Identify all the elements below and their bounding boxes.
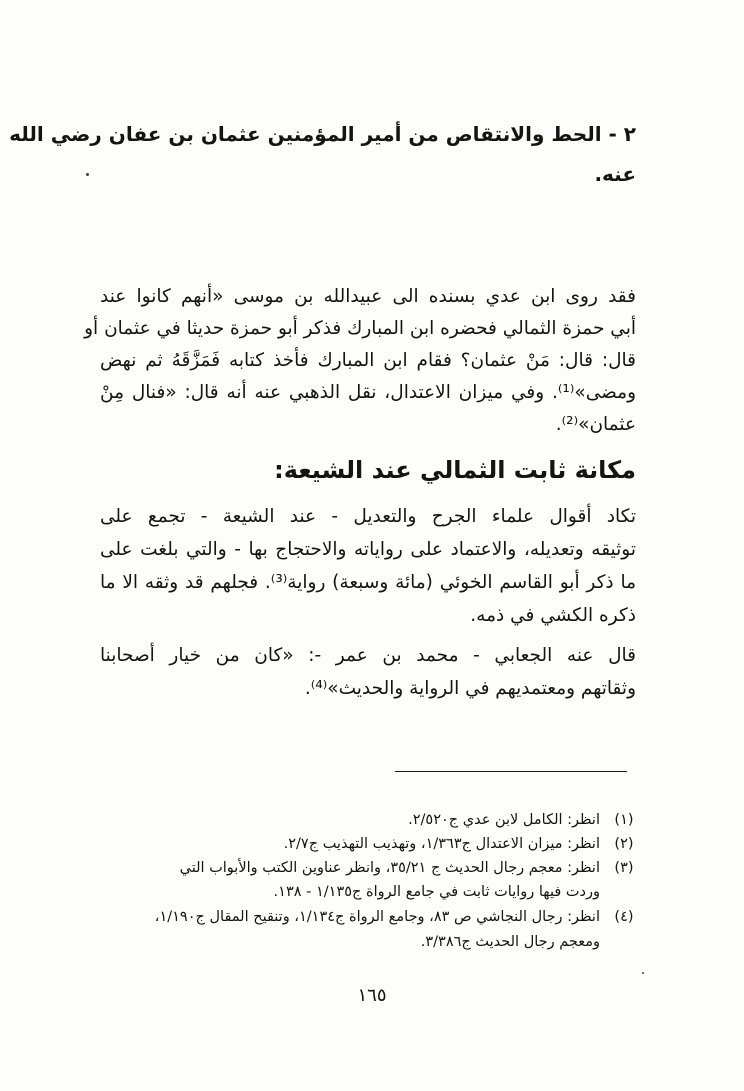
footnote-text: انظر: ميزان الاعتدال ج١/٣٦٣، وتهذيب التهذيب ج٢/٧. — [283, 836, 600, 852]
paragraph-3-line: قال عنه الجعابي - محمد بن عمر -: «كان من خيار أصحابنا — [100, 645, 636, 666]
paragraph-2-line: توثيقه وتعديله، والاعتماد على رواياته والاحتجاج بها - والتي بلغت على — [100, 539, 636, 560]
paragraph-2-line: تكاد أقوال علماء الجرح والتعديل - عند الشيعة - تجمع على — [100, 506, 636, 527]
heading-line-2: عنه. — [594, 162, 636, 186]
footnote-text: انظر: معجم رجال الحديث ج ٣٥/٢١، وانظر عناوين الكتب والأبواب التي — [179, 860, 600, 876]
paragraph-1-line: أبي حمزة الثمالي فحضره ابن المبارك فذكر أبو حمزة حديثا في عثمان أو — [84, 318, 636, 339]
scan-speck — [86, 173, 89, 176]
footnote-number: (٤) — [614, 909, 634, 925]
paragraph-3-line: وثقاتهم ومعتمديهم في الرواية والحديث»⁽⁴⁾. — [304, 678, 636, 699]
paragraph-1-line: قال: قال: مَنْ عثمان؟ فقام ابن المبارك فأخذ كتابه فَمَزَّقَهُ ثم نهض — [100, 350, 636, 371]
footnote-separator — [395, 771, 627, 772]
paragraph-1-line: فقد روى ابن عدي بسنده الى عبيدالله بن موسى «أنهم كانوا عند — [100, 286, 636, 307]
footnote-text: انظر: الكامل لابن عدي ج٢/٥٢٠. — [408, 812, 600, 828]
footnote-4-continuation: ومعجم رجال الحديث ج٣/٣٨٦. — [420, 934, 600, 950]
footnote-text: انظر: رجال النجاشي ص ٨٣، وجامع الرواة ج١/١٣٤، وتنقيح المقال ج١/١٩٠، — [154, 909, 600, 925]
footnote-number: (٣) — [614, 860, 634, 876]
paragraph-1-line: ومضى»⁽¹⁾. وفي ميزان الاعتدال، نقل الذهبي عنه أنه قال: «فنال مِنْ — [100, 382, 636, 403]
footnote-number: (٢) — [614, 836, 634, 852]
footnote-3-continuation: وردت فيها روايات ثابت في جامع الرواة ج١/١٣٥ - ١٣٨. — [273, 884, 600, 900]
heading-line-1: ٢ - الحط والانتقاص من أمير المؤمنين عثمان بن عفان رضي الله — [9, 122, 636, 146]
section-title: مكانة ثابت الثمالي عند الشيعة: — [274, 456, 636, 484]
paragraph-1-line: عثمان»⁽²⁾. — [555, 414, 636, 435]
paragraph-2-line: ما ذكر أبو القاسم الخوئي (مائة وسبعة) رواية⁽³⁾. فجلهم قد وثقه الا ما — [100, 572, 636, 593]
scan-speck — [642, 972, 644, 974]
footnote-number: (١) — [614, 812, 634, 828]
paragraph-2-line: ذكره الكشي في ذمه. — [470, 605, 636, 626]
page-number: ١٦٥ — [357, 985, 387, 1006]
